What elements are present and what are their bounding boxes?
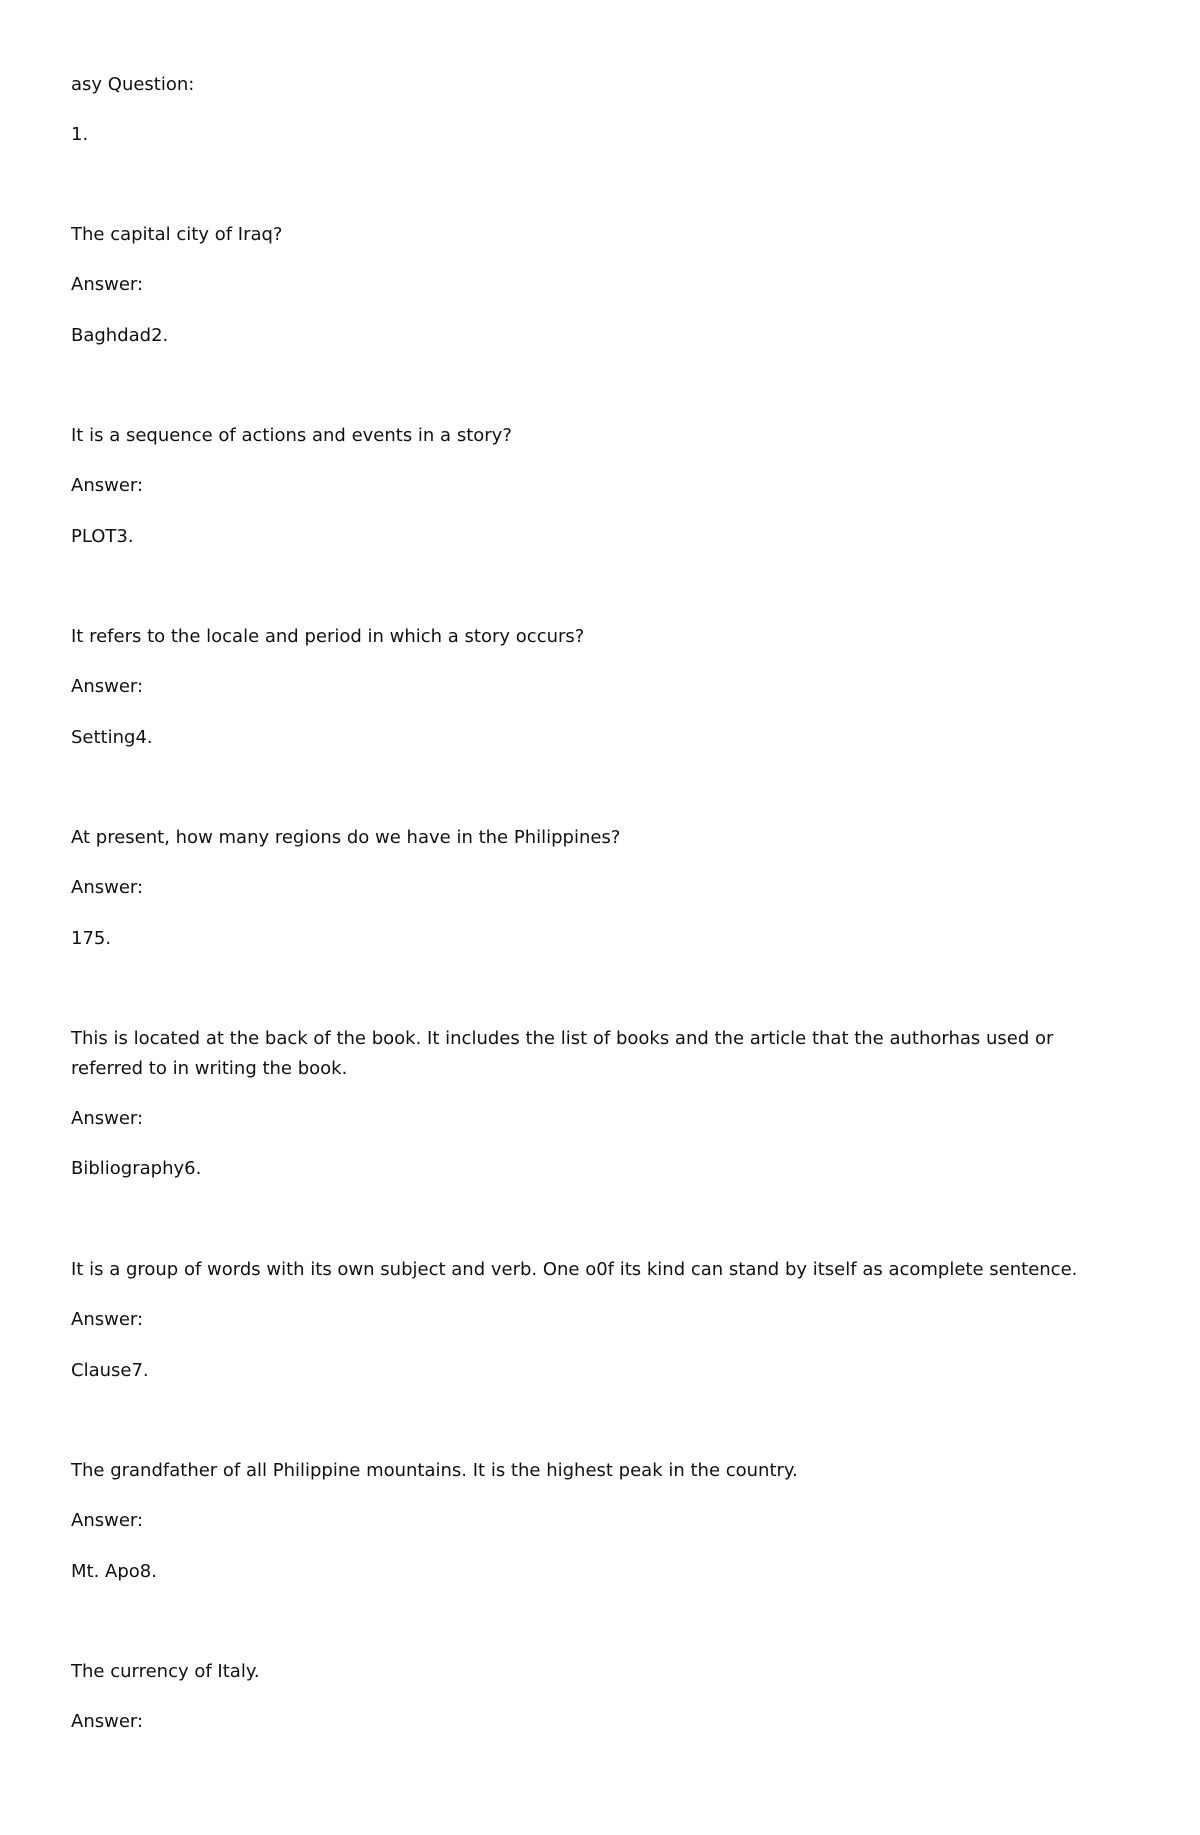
question-number: 1. (71, 124, 89, 145)
answer-label: Answer: (71, 274, 144, 295)
document-header: asy Question: (71, 74, 195, 95)
question-text: It is a sequence of actions and events in a story? (71, 425, 512, 446)
question-text: It is a group of words with its own subject and verb. One o0f its kind can stand by itself as acomplete sentence. (71, 1259, 1078, 1280)
answer-label: Answer: (71, 1711, 144, 1732)
question-text: It refers to the locale and period in which a story occurs? (71, 626, 585, 647)
answer-label: Answer: (71, 1510, 144, 1531)
answer-text: Mt. Apo8. (71, 1561, 157, 1582)
answer-text: PLOT3. (71, 526, 134, 547)
answer-label: Answer: (71, 676, 144, 697)
answer-label: Answer: (71, 877, 144, 898)
question-text: The currency of Italy. (71, 1661, 260, 1682)
answer-text: 175. (71, 928, 112, 949)
answer-text: Bibliography6. (71, 1158, 202, 1179)
answer-text: Setting4. (71, 727, 153, 748)
question-text: The capital city of Iraq? (71, 224, 283, 245)
answer-text: Baghdad2. (71, 325, 169, 346)
answer-label: Answer: (71, 1309, 144, 1330)
question-text: At present, how many regions do we have in the Philippines? (71, 827, 621, 848)
answer-label: Answer: (71, 475, 144, 496)
question-text: This is located at the back of the book. It includes the list of books and the article that the authorhas used or referred to in writing the book. (71, 1028, 1054, 1079)
question-text: The grandfather of all Philippine mountains. It is the highest peak in the country. (71, 1460, 798, 1481)
answer-label: Answer: (71, 1108, 144, 1129)
answer-text: Clause7. (71, 1360, 149, 1381)
